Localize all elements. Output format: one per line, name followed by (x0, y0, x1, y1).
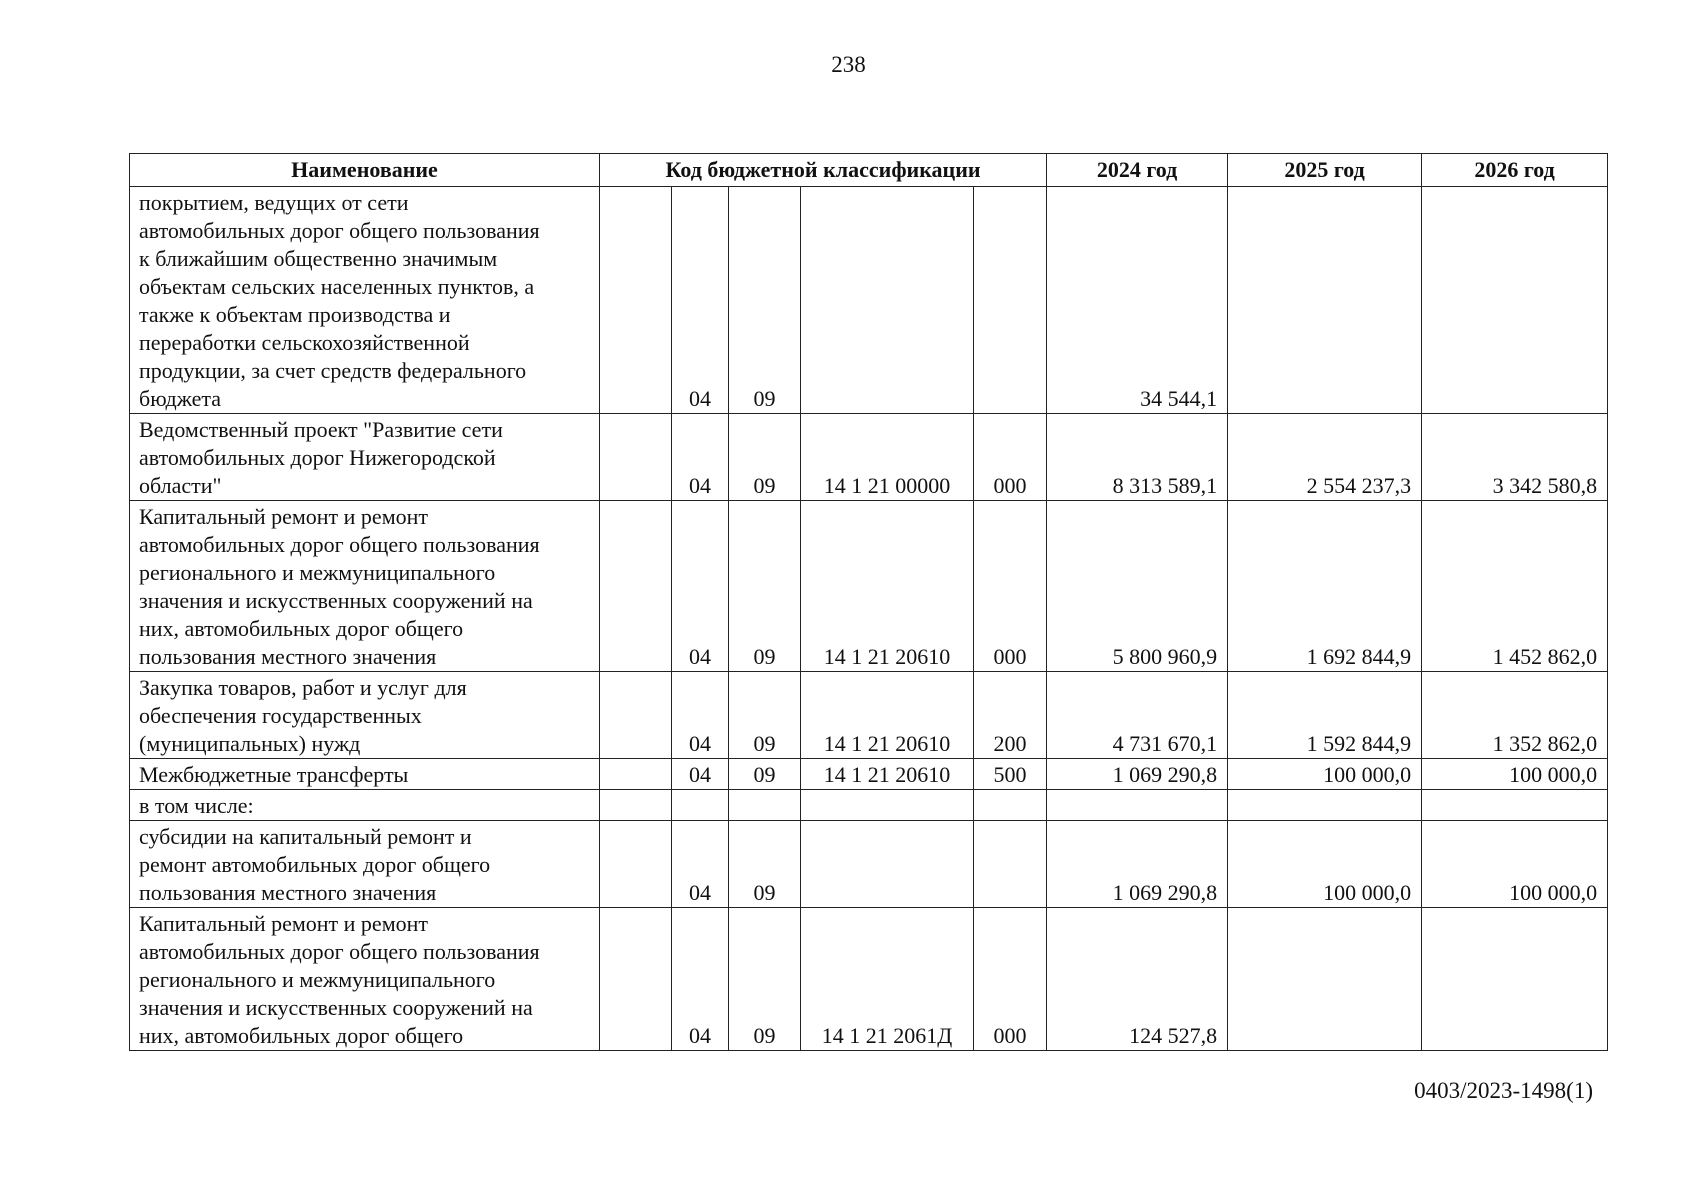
row-code-expense: 000 (974, 908, 1047, 1051)
table-row (130, 187, 1608, 414)
row-code-1 (600, 414, 672, 501)
row-code-subsection: 09 (729, 908, 801, 1051)
row-code-target: 14 1 21 00000 (801, 414, 974, 501)
row-name: субсидии на капитальный ремонт и ремонт автомобильных дорог общего пользования местного значения (130, 821, 600, 908)
row-code-subsection (729, 790, 801, 821)
row-value-2026 (1422, 908, 1608, 1051)
table-row (130, 908, 1608, 1051)
budget-table (129, 153, 1608, 1051)
row-code-section (672, 790, 729, 821)
row-code-section: 04 (672, 501, 729, 672)
row-value-2024: 8 313 589,1 (1047, 414, 1228, 501)
row-value-2025: 2 554 237,3 (1228, 414, 1422, 501)
row-name: в том числе: (130, 790, 600, 821)
row-value-2024: 5 800 960,9 (1047, 501, 1228, 672)
row-value-2025: 1 592 844,9 (1228, 672, 1422, 759)
row-name: Закупка товаров, работ и услуг для обеспечения государственных (муниципальных) нужд (130, 672, 600, 759)
table-row (130, 414, 1608, 501)
row-code-subsection: 09 (729, 672, 801, 759)
header-2024: 2024 год (1047, 154, 1228, 187)
row-code-section: 04 (672, 759, 729, 790)
row-value-2026 (1422, 187, 1608, 414)
row-value-2026: 100 000,0 (1422, 821, 1608, 908)
row-value-2025 (1228, 790, 1422, 821)
row-code-subsection: 09 (729, 414, 801, 501)
row-value-2025 (1228, 187, 1422, 414)
row-value-2025: 1 692 844,9 (1228, 501, 1422, 672)
page-number: 238 (831, 52, 866, 77)
row-value-2026: 3 342 580,8 (1422, 414, 1608, 501)
row-code-1 (600, 759, 672, 790)
header-code: Код бюджетной классификации (600, 154, 1047, 187)
row-code-section: 04 (672, 187, 729, 414)
row-code-expense: 200 (974, 672, 1047, 759)
row-code-1 (600, 821, 672, 908)
row-code-expense: 000 (974, 414, 1047, 501)
header-2026: 2026 год (1422, 154, 1608, 187)
row-code-1 (600, 501, 672, 672)
row-value-2025: 100 000,0 (1228, 821, 1422, 908)
row-code-target: 14 1 21 20610 (801, 759, 974, 790)
row-code-expense: 500 (974, 759, 1047, 790)
row-code-1 (600, 187, 672, 414)
row-code-target (801, 821, 974, 908)
row-value-2024 (1047, 790, 1228, 821)
row-value-2026: 100 000,0 (1422, 759, 1608, 790)
row-code-expense: 000 (974, 501, 1047, 672)
row-code-expense (974, 821, 1047, 908)
row-code-section: 04 (672, 908, 729, 1051)
table-row (130, 759, 1608, 790)
row-name: Капитальный ремонт и ремонт автомобильных дорог общего пользования регионального и межмуниципального значения и искусственных сооружений на них, автомобильных дорог общего пользования местного значения (130, 501, 600, 672)
row-code-expense (974, 790, 1047, 821)
row-code-1 (600, 790, 672, 821)
row-value-2024: 34 544,1 (1047, 187, 1228, 414)
row-value-2025 (1228, 908, 1422, 1051)
row-code-target (801, 790, 974, 821)
row-value-2024: 124 527,8 (1047, 908, 1228, 1051)
row-value-2026: 1 352 862,0 (1422, 672, 1608, 759)
row-code-1 (600, 908, 672, 1051)
table-row (130, 821, 1608, 908)
row-code-subsection: 09 (729, 759, 801, 790)
row-code-1 (600, 672, 672, 759)
row-code-target: 14 1 21 20610 (801, 672, 974, 759)
table-row (130, 790, 1608, 821)
table-row (130, 501, 1608, 672)
row-value-2026: 1 452 862,0 (1422, 501, 1608, 672)
table-header-row (130, 154, 1608, 187)
row-name: Межбюджетные трансферты (130, 759, 600, 790)
row-code-section: 04 (672, 821, 729, 908)
row-code-expense (974, 187, 1047, 414)
table-row (130, 672, 1608, 759)
row-code-section: 04 (672, 414, 729, 501)
row-code-subsection: 09 (729, 187, 801, 414)
row-value-2024: 1 069 290,8 (1047, 821, 1228, 908)
row-name: Капитальный ремонт и ремонт автомобильных дорог общего пользования регионального и межмуниципального значения и искусственных сооружений на них, автомобильных дорог общего (130, 908, 600, 1051)
row-code-subsection: 09 (729, 821, 801, 908)
header-2025: 2025 год (1228, 154, 1422, 187)
row-value-2025: 100 000,0 (1228, 759, 1422, 790)
row-code-target: 14 1 21 2061Д (801, 908, 974, 1051)
row-code-section: 04 (672, 672, 729, 759)
row-value-2024: 1 069 290,8 (1047, 759, 1228, 790)
header-name: Наименование (130, 154, 600, 187)
row-name: Ведомственный проект "Развитие сети автомобильных дорог Нижегородской области" (130, 414, 600, 501)
row-code-target (801, 187, 974, 414)
row-code-target: 14 1 21 20610 (801, 501, 974, 672)
row-code-subsection: 09 (729, 501, 801, 672)
row-name: покрытием, ведущих от сети автомобильных дорог общего пользования к ближайшим общественно значимым объектам сельских населенных пунктов, а также к объектам производства и переработки сельскохозяйственной продукции, за счет средств федерального бюджета (130, 187, 600, 414)
row-value-2024: 4 731 670,1 (1047, 672, 1228, 759)
row-value-2026 (1422, 790, 1608, 821)
document-code: 0403/2023-1498(1) (1414, 1078, 1593, 1103)
